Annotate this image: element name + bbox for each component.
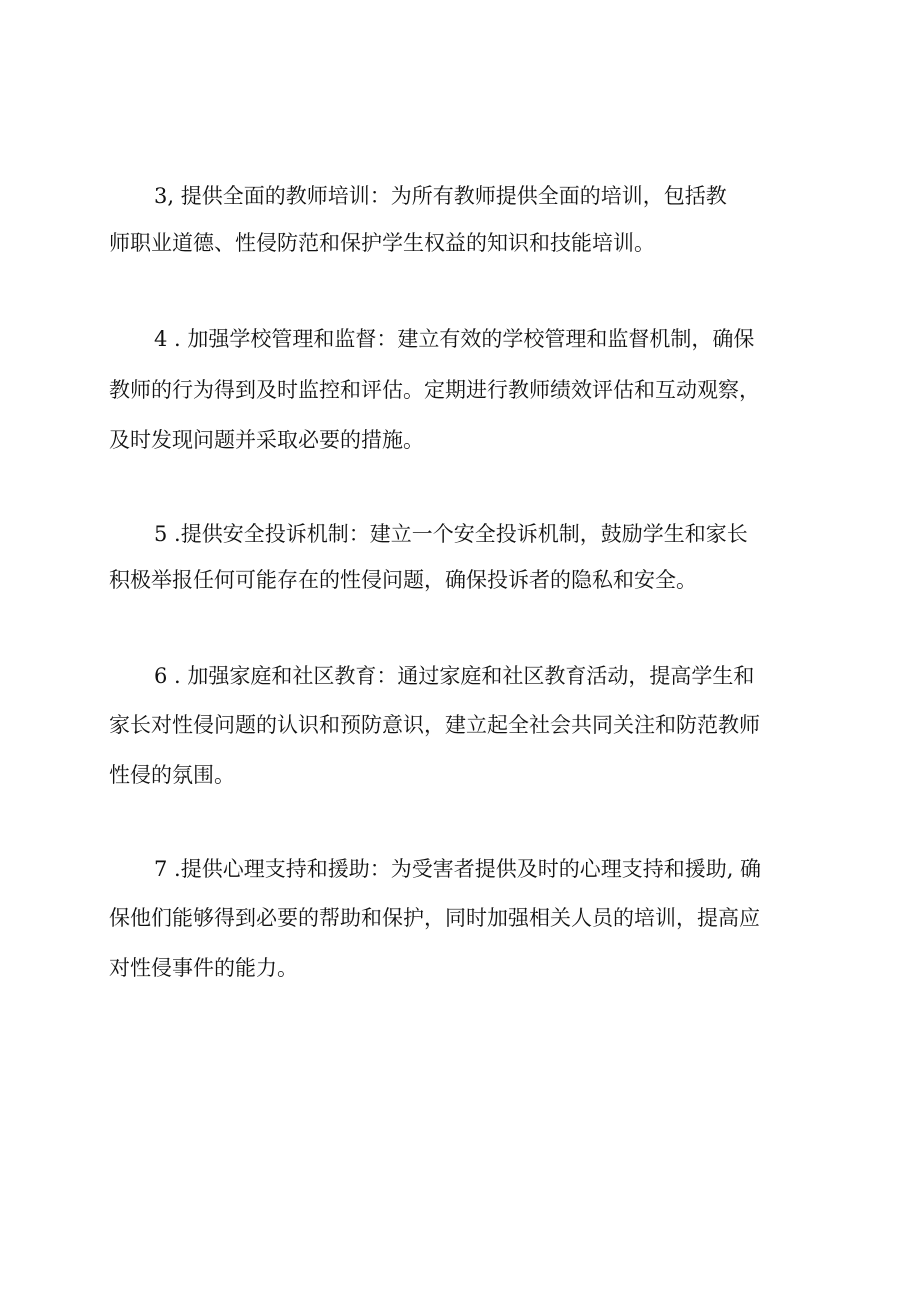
paragraph-line: 7 .提供心理支持和援助：为受害者提供及时的心理支持和援助, 确 bbox=[154, 857, 762, 881]
paragraph-line: 师职业道德、性侵防范和保护学生权益的知识和技能培训。 bbox=[109, 231, 655, 255]
paragraph-line: 性侵的氛围。 bbox=[109, 763, 235, 787]
paragraph-line: 对性侵事件的能力。 bbox=[109, 956, 298, 980]
paragraph-line: 3, 提供全面的教师培训：为所有教师提供全面的培训，包括教 bbox=[154, 184, 727, 208]
paragraph-line: 积极举报任何可能存在的性侵问题，确保投诉者的隐私和安全。 bbox=[109, 568, 697, 592]
paragraph-line: 保他们能够得到必要的帮助和保护，同时加强相关人员的培训，提高应 bbox=[109, 906, 760, 930]
paragraph-line: 6 . 加强家庭和社区教育：通过家庭和社区教育活动，提高学生和 bbox=[154, 664, 755, 688]
paragraph-line: 及时发现问题并采取必要的措施。 bbox=[109, 428, 424, 452]
paragraph-line: 教师的行为得到及时监控和评估。定期进行教师绩效评估和互动观察， bbox=[109, 378, 760, 402]
paragraph-line: 4 . 加强学校管理和监督：建立有效的学校管理和监督机制，确保 bbox=[154, 327, 755, 351]
paragraph-line: 家长对性侵问题的认识和预防意识，建立起全社会共同关注和防范教师 bbox=[109, 713, 760, 737]
paragraph-line: 5 .提供安全投诉机制：建立一个安全投诉机制，鼓励学生和家长 bbox=[154, 522, 748, 546]
